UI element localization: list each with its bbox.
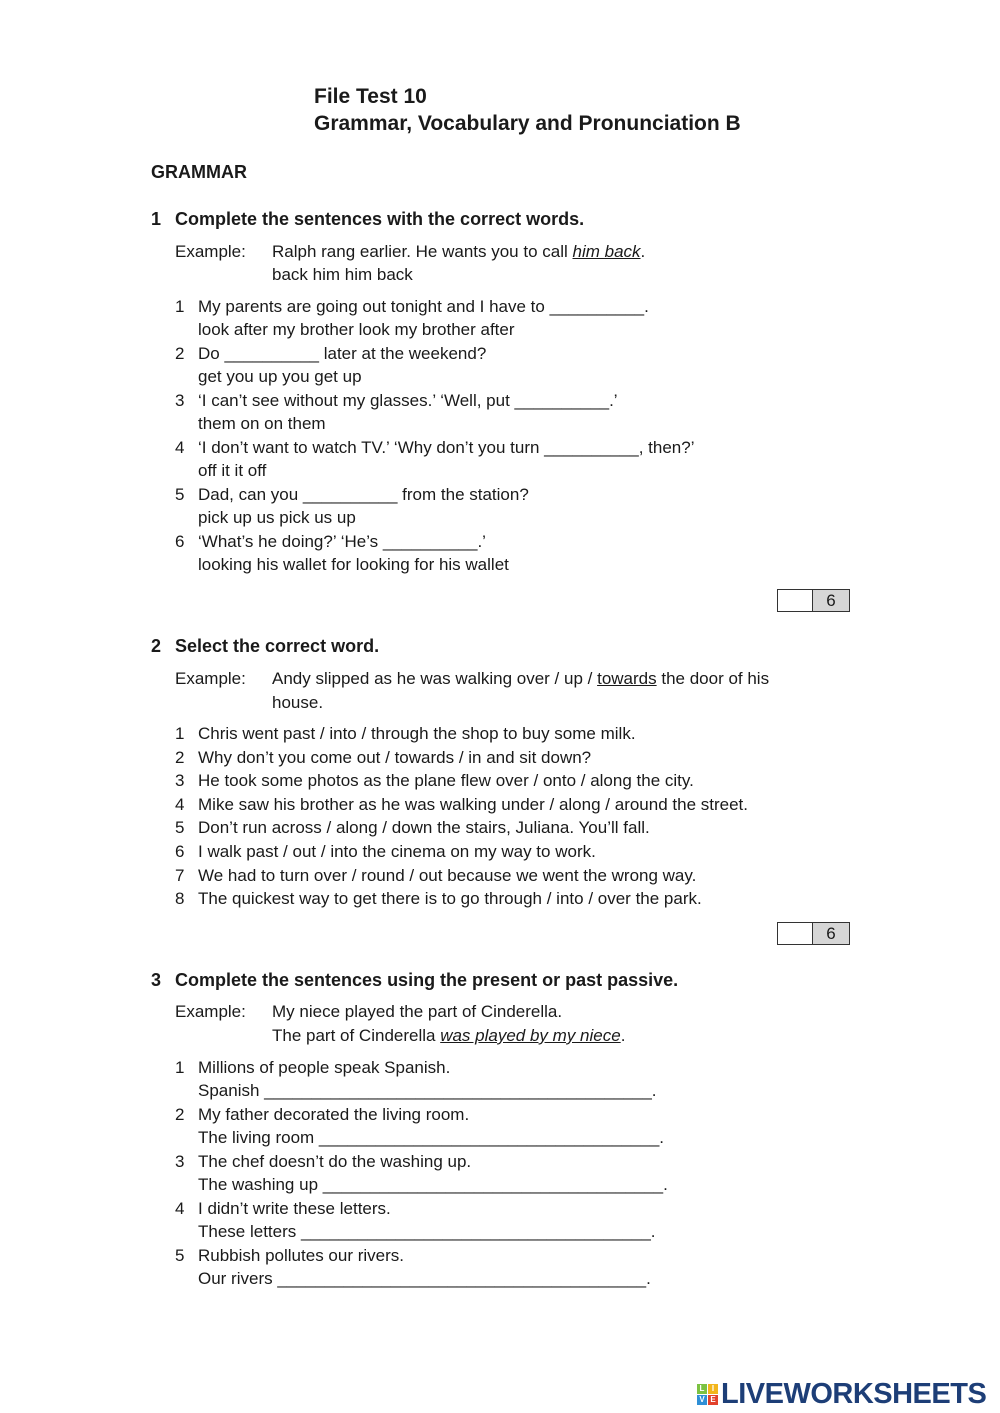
answer-prompt[interactable] [198, 1221, 656, 1243]
logo-text: LIVEWORKSHEETS [721, 1378, 987, 1410]
example-text: My niece played the part of Cinderella. [272, 1002, 563, 1021]
item-sentence-text: ‘What’s he doing?’ ‘He’s __________.’ [198, 532, 486, 551]
word-option[interactable]: along [558, 794, 601, 814]
item-number: 4 [175, 438, 185, 457]
item-sentence[interactable] [198, 437, 694, 459]
example-options [272, 264, 413, 286]
word-option[interactable]: in [468, 747, 482, 767]
item-sentence: Millions of people speak Spanish. [198, 1058, 451, 1077]
item-sentence: Rubbish pollutes our rivers. [198, 1246, 404, 1265]
example-label [175, 241, 246, 263]
item-number [175, 484, 184, 506]
word-option[interactable]: along [335, 818, 378, 838]
item-sentence[interactable] [198, 390, 618, 412]
item-sentence-text: Dad, can you __________ from the station? [198, 485, 529, 504]
item-options [198, 554, 509, 576]
item-options: off it it off [198, 461, 267, 480]
item-text: I walk [198, 842, 247, 861]
item-sentence[interactable] [198, 531, 486, 553]
item-number [175, 888, 184, 910]
word-option[interactable]: down [391, 818, 433, 838]
exercise-number: 2 [151, 636, 162, 656]
answer-prompt-text: These letters _____________________________________. [198, 1222, 656, 1241]
example-label: Example: [175, 242, 246, 261]
item-number [175, 817, 184, 839]
score-box [777, 922, 850, 945]
word-option[interactable]: out [356, 747, 381, 767]
logo-letter: V [697, 1395, 707, 1405]
exercise-number: 1 [151, 209, 162, 229]
word-option[interactable]: past [283, 724, 316, 743]
item-number: 5 [175, 485, 185, 504]
item-sentence: He took some photos as the plane flew over / onto / along the city. [198, 771, 694, 791]
item-text: the shop to buy some milk. [428, 724, 636, 743]
item-options: looking his wallet for looking for his wallet [198, 555, 509, 574]
item-options: get you up you get up [198, 367, 362, 386]
item-number [175, 770, 184, 792]
example-answer: him back [572, 242, 641, 261]
item-number [175, 1057, 184, 1079]
example-options: back him him back [272, 265, 413, 284]
item-number [175, 1245, 184, 1267]
item-sentence: Mike saw his brother as he was walking under / along / around the street. [198, 794, 748, 814]
item-text: the stairs, Juliana. You’ll fall. [432, 818, 650, 838]
score-max: 6 [813, 923, 849, 944]
item-number: 6 [175, 842, 185, 861]
liveworksheets-logo [697, 1378, 986, 1411]
exercise-instruction: Complete the sentences using the present or past passive. [175, 970, 679, 990]
exercise-instruction: Select the correct word. [175, 636, 380, 656]
item-sentence [198, 1057, 450, 1079]
item-options [198, 507, 356, 529]
item-number [175, 437, 184, 459]
word-option[interactable]: under [501, 794, 545, 814]
item-text: Why don’t you come [198, 747, 357, 767]
item-number: 3 [175, 771, 185, 791]
item-sentence [198, 1245, 404, 1267]
exercise-number [151, 208, 161, 230]
item-number: 5 [175, 818, 185, 838]
word-option[interactable]: over [495, 771, 529, 791]
item-sentence: Don’t run across / along / down the stairs, Juliana. You’ll fall. [198, 818, 650, 838]
answer-prompt-text: The living room ____________________________________. [198, 1128, 665, 1147]
item-options [198, 460, 266, 482]
example-text: . [640, 242, 646, 261]
item-number [175, 1198, 184, 1220]
item-text: the park. [630, 889, 702, 909]
item-text: The quickest way to get there is to go [198, 889, 485, 909]
title: File Test 10 [314, 85, 427, 108]
item-sentence[interactable] [198, 296, 649, 318]
item-text: He took some photos as the plane flew [198, 771, 496, 791]
example-answer: was played by my niece [440, 1026, 621, 1045]
example-text: Ralph rang earlier. He wants you to call [272, 242, 573, 261]
item-number: 7 [175, 865, 185, 885]
example-label [175, 1001, 246, 1023]
item-text: Chris went [198, 724, 284, 743]
example-answer-line [272, 1025, 625, 1047]
item-sentence-text: Do __________ later at the weekend? [198, 344, 487, 363]
option: over [516, 669, 550, 688]
item-sentence: Why don’t you come out / towards / in and sit down? [198, 747, 592, 767]
item-number [175, 1104, 184, 1126]
item-sentence: My father decorated the living room. [198, 1105, 470, 1124]
answer-prompt-text: Spanish _________________________________________. [198, 1081, 657, 1100]
item-options: them on on them [198, 414, 326, 433]
item-sentence[interactable] [198, 484, 529, 506]
item-number: 6 [175, 532, 185, 551]
item-number: 2 [175, 344, 185, 363]
word-option[interactable]: out [292, 842, 317, 861]
example-sentence [272, 1001, 562, 1023]
item-text: Mike saw his brother as he was walking [198, 794, 502, 814]
exercise-instruction [175, 969, 678, 991]
item-number: 4 [175, 1199, 185, 1218]
answer-prompt[interactable] [198, 1174, 668, 1196]
example-text: the door of his [656, 669, 770, 688]
example-sentence [272, 241, 645, 263]
item-sentence: The chef doesn’t do the washing up. [198, 1152, 472, 1171]
exercise-number [151, 969, 161, 991]
word-option[interactable]: round [361, 865, 405, 885]
example-label [175, 668, 246, 690]
example-text: house. [272, 693, 324, 712]
example-text: Andy slipped as he was walking [272, 669, 517, 688]
item-options [198, 319, 515, 341]
exercise-number: 3 [151, 970, 162, 990]
item-number: 1 [175, 724, 185, 743]
item-options: look after my brother look my brother after [198, 320, 515, 339]
logo-letter: E [708, 1395, 718, 1405]
logo-letter: I [708, 1384, 718, 1394]
item-number: 4 [175, 794, 185, 814]
item-number [175, 531, 184, 553]
item-text: Don’t run [198, 818, 272, 838]
exercise-instruction [175, 208, 584, 230]
item-text: and sit down? [481, 747, 592, 767]
word-option[interactable]: into [330, 842, 358, 861]
item-sentence-text: My parents are going out tonight and I have to __________. [198, 297, 649, 316]
item-options [198, 366, 362, 388]
word-option[interactable]: out [418, 865, 443, 885]
word-option[interactable]: along [590, 771, 632, 791]
item-sentence: I walk past / out / into the cinema on my way to work. [198, 842, 596, 861]
word-option[interactable]: into [556, 889, 584, 909]
word-option[interactable]: across [271, 818, 322, 838]
item-number: 5 [175, 1246, 185, 1265]
example-line-2 [272, 692, 323, 714]
item-number: 1 [175, 297, 185, 316]
option: up [564, 669, 583, 688]
item-sentence: The quickest way to get there is to go through / into / over the park. [198, 889, 702, 909]
answer-prompt[interactable] [198, 1268, 651, 1290]
item-text: the city. [631, 771, 694, 791]
exercise-instruction: Complete the sentences with the correct words. [175, 209, 585, 229]
item-text: the cinema on my way to work. [357, 842, 596, 861]
item-sentence: I didn’t write these letters. [198, 1199, 391, 1218]
score-input[interactable] [778, 923, 813, 944]
exercise-instruction [175, 635, 379, 657]
item-number [175, 794, 184, 816]
item-number [175, 343, 184, 365]
answer-prompt-text: Our rivers _______________________________________. [198, 1269, 651, 1288]
item-number [175, 296, 184, 318]
item-number: 8 [175, 889, 185, 909]
item-number [175, 1151, 184, 1173]
example-sentence: Andy slipped as he was walking over / up / towards the door of his [272, 669, 770, 688]
score-input[interactable] [778, 590, 813, 611]
item-options: pick up us pick us up [198, 508, 356, 527]
example-answer: towards [597, 669, 657, 688]
section-label [151, 161, 247, 183]
item-number: 3 [175, 1152, 185, 1171]
answer-prompt[interactable] [198, 1127, 664, 1149]
word-option[interactable]: into [329, 724, 357, 743]
item-number: 2 [175, 1105, 185, 1124]
word-option[interactable]: towards [394, 747, 455, 767]
item-sentence [198, 1151, 471, 1173]
section-label: GRAMMAR [151, 162, 247, 182]
logo-letter: L [697, 1384, 707, 1394]
example-text: The part of Cinderella [272, 1026, 441, 1045]
word-option[interactable]: over [597, 889, 631, 909]
item-number [175, 390, 184, 412]
item-sentence: We had to turn over / round / out because we went the wrong way. [198, 865, 697, 885]
example-text: . [620, 1026, 626, 1045]
word-option[interactable]: over [313, 865, 347, 885]
word-option[interactable]: through [370, 724, 429, 743]
title-line-1 [314, 84, 427, 110]
word-option[interactable]: around [614, 794, 668, 814]
item-sentence [198, 1104, 469, 1126]
score-max: 6 [813, 590, 849, 611]
word-option[interactable]: onto [542, 771, 577, 791]
item-sentence-text: ‘I can’t see without my glasses.’ ‘Well, put __________.’ [198, 391, 618, 410]
word-option[interactable]: through [484, 889, 542, 909]
item-number [175, 747, 184, 769]
word-option[interactable]: past [246, 842, 279, 861]
item-sentence: Chris went past / into / through the shop to buy some milk. [198, 724, 636, 743]
subtitle: Grammar, Vocabulary and Pronunciation B [314, 112, 741, 135]
item-number: 2 [175, 747, 185, 767]
example-label: Example: [175, 1002, 246, 1021]
score-box [777, 589, 850, 612]
item-number: 1 [175, 1058, 185, 1077]
item-number [175, 723, 184, 745]
title-line-2 [314, 111, 741, 137]
item-sentence-text: ‘I don’t want to watch TV.’ ‘Why don’t you turn __________, then?’ [198, 438, 695, 457]
item-options [198, 413, 326, 435]
item-number: 3 [175, 391, 185, 410]
example-label: Example: [175, 669, 246, 688]
item-text: the street. [667, 794, 748, 814]
item-sentence[interactable] [198, 343, 486, 365]
exercise-number [151, 635, 161, 657]
logo-icon [697, 1384, 718, 1405]
item-number [175, 841, 184, 863]
item-text: We had to turn [198, 865, 314, 885]
item-sentence [198, 1198, 391, 1220]
item-text: because we went the wrong way. [442, 865, 697, 885]
answer-prompt[interactable] [198, 1080, 657, 1102]
item-number [175, 865, 184, 887]
answer-prompt-text: The washing up ____________________________________. [198, 1175, 668, 1194]
